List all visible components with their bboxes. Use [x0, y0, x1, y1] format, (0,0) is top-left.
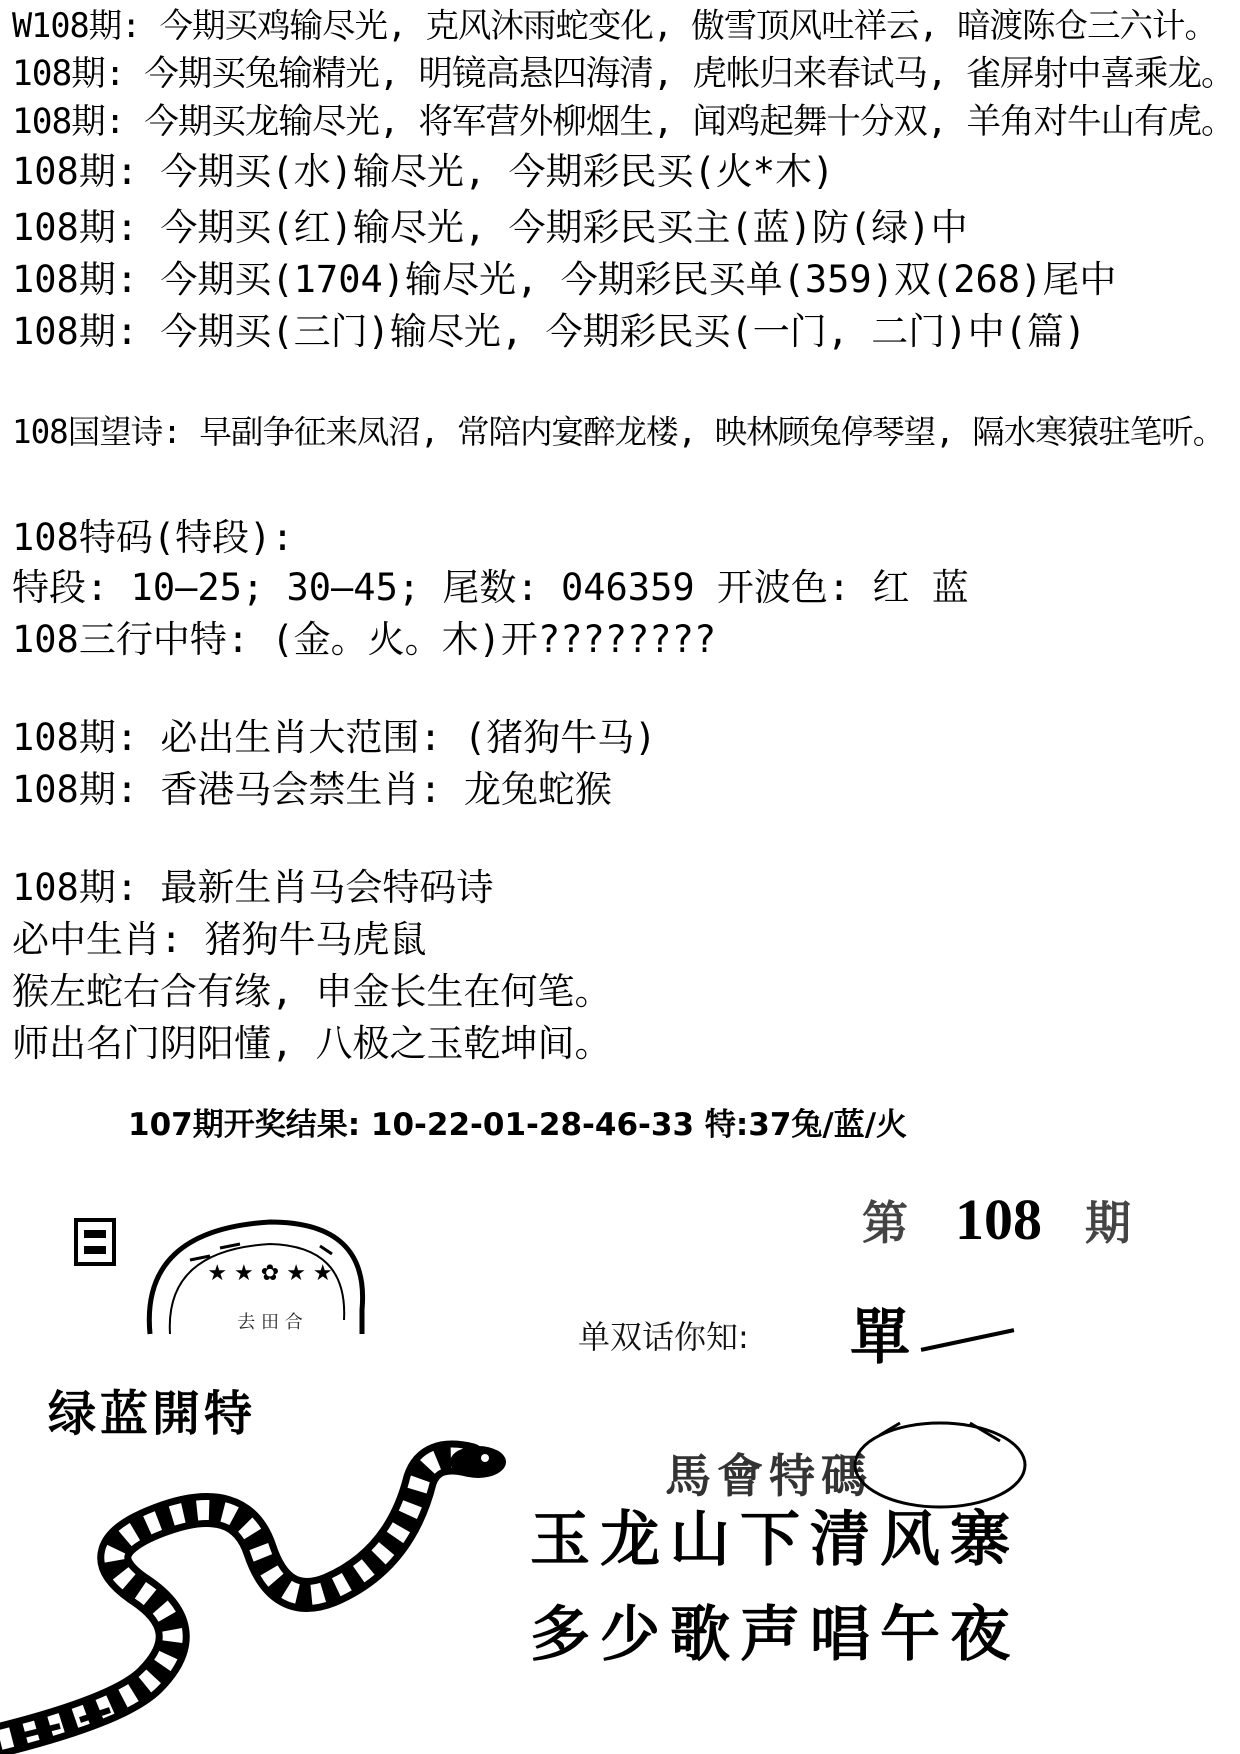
- svg-text:★ ★ ✿ ★ ★: ★ ★ ✿ ★ ★: [207, 1261, 333, 1286]
- line-2: 108期: 今期买兔输精光, 明镜高悬四海清, 虎帐归来春试马, 雀屏射中喜乘龙。: [12, 54, 1235, 94]
- issue-left-char: 第: [862, 1196, 908, 1250]
- green-blue-special: 绿蓝開特: [48, 1386, 257, 1442]
- line-6: 108期: 今期买(1704)输尽光, 今期彩民买单(359)双(268)尾中: [12, 258, 1117, 301]
- odd-even-value: 單: [850, 1303, 910, 1373]
- special-code-heading: 108特码(特段):: [12, 516, 294, 559]
- must-zodiac-line: 必中生肖: 猪狗牛马虎鼠: [12, 918, 427, 961]
- poem-line-bottom: 多少歌声唱午夜: [530, 1600, 1020, 1670]
- issue-right-char: 期: [1085, 1196, 1131, 1250]
- line-4: 108期: 今期买(水)输尽光, 今期彩民买(火*木): [12, 150, 835, 193]
- brush-stroke: [921, 1328, 1015, 1352]
- three-elements-line: 108三行中特: (金。火。木)开????????: [12, 618, 717, 661]
- special-range-line: 特段: 10—25; 30—45; 尾数: 046359 开波色: 红 蓝: [12, 566, 969, 609]
- smudged-text: 馬會特碼: [665, 1449, 873, 1503]
- previous-result: 107期开奖结果: 10-22-01-28-46-33 特:37兔/蓝/火: [128, 1107, 908, 1143]
- seal-stamp-icon: [70, 1200, 390, 1340]
- line-5: 108期: 今期买(红)输尽光, 今期彩民买主(蓝)防(绿)中: [12, 206, 968, 249]
- poem-line-2: 师出名门阴阳懂, 八极之玉乾坤间。: [12, 1022, 612, 1065]
- poem-title-line: 108国望诗: 早副争征来凤沼, 常陪内宴醉龙楼, 映林顾兔停琴望, 隔水寒猿驻笔听。: [12, 413, 1225, 451]
- line-3: 108期: 今期买龙输尽光, 将军营外柳烟生, 闻鸡起舞十分双, 羊角对牛山有虎。: [12, 102, 1235, 142]
- line-7: 108期: 今期买(三门)输尽光, 今期彩民买(一门, 二门)中(篇): [12, 310, 1087, 353]
- zodiac-range-line: 108期: 必出生肖大范围: (猪狗牛马): [12, 716, 657, 759]
- smudge-circle-icon: [840, 1415, 1040, 1515]
- snake-illustration-icon: [0, 1440, 520, 1754]
- odd-even-label: 单双话你知:: [578, 1318, 749, 1356]
- forbidden-zodiac-line: 108期: 香港马会禁生肖: 龙兔蛇猴: [12, 768, 612, 811]
- line-1: W108期: 今期买鸡输尽光, 克风沐雨蛇变化, 傲雪顶风吐祥云, 暗渡陈仓三六计。: [12, 6, 1218, 45]
- zodiac-poem-heading: 108期: 最新生肖马会特码诗: [12, 866, 494, 909]
- poem-line-top: 玉龙山下清风寨: [530, 1505, 1020, 1575]
- issue-number: 108: [955, 1187, 1042, 1252]
- poem-line-1: 猴左蛇右合有缘, 申金长生在何笔。: [12, 970, 612, 1013]
- svg-text:去 田 合: 去 田 合: [237, 1312, 303, 1333]
